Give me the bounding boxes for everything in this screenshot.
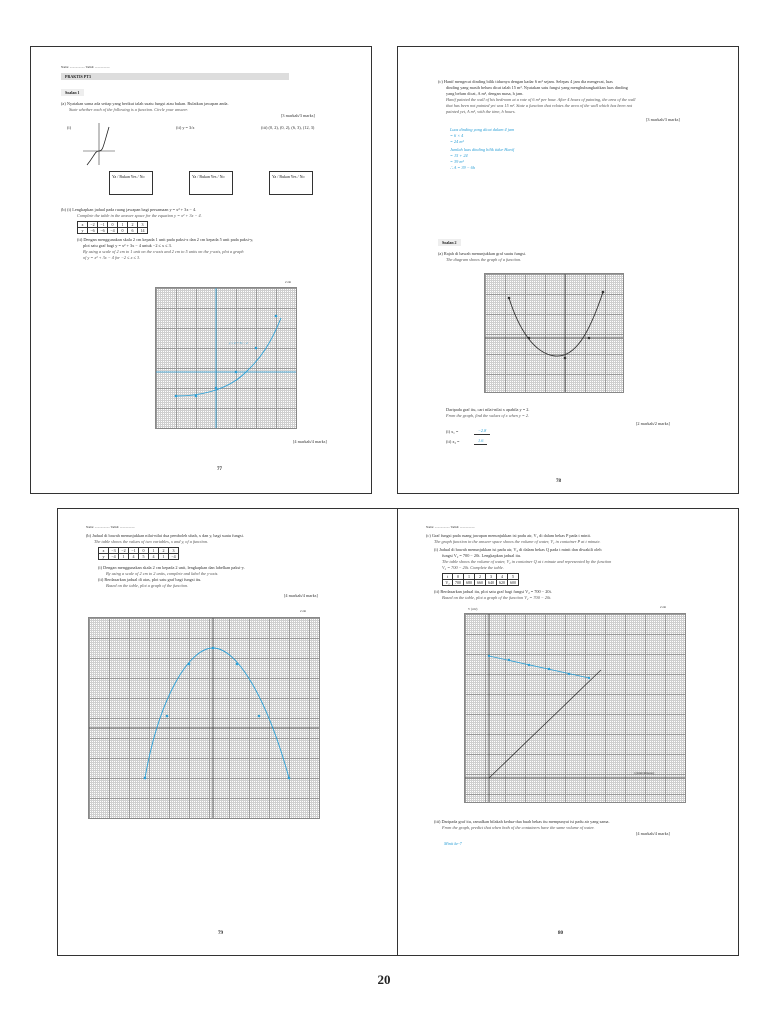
answer-line-3: = 24 m² [450,139,464,144]
page-77 [30,46,372,494]
answer-box-ii[interactable]: Ya / Bukan Yes / No [189,171,233,195]
table-cell: 1 [118,222,128,228]
question-c-en2: that has been not painted yet was 15 m². State a function that relates the area of the wall which has been not [446,103,633,108]
table-cell: 6 [128,228,138,234]
table-cell: 0 [453,574,464,580]
table-cell: t [443,574,453,580]
table-cell: V₂ [443,580,453,586]
answer-line-5: = 15 + 24 [450,153,468,158]
item-i: (i) [67,125,72,130]
table-cell: −4 [109,554,119,560]
header-line: Nama: .................... Tarikh: .................... [426,525,475,529]
table-cell: −2 [88,222,98,228]
answer-i-label: (i) x₁ = [446,429,459,434]
table-77 [77,221,148,234]
question-b-en: Complete the table in the answer space for the equation y = x² + 3x − 4. [77,213,202,218]
table-cell: x [99,548,109,554]
scale-label: 2 cm [300,609,306,613]
graph-grid-78[interactable] [484,273,624,393]
question-c-en1: Hanif painted the wall of his bedroom at a rate of 6 m² per hour. After 4 hours of painting, the area of the wall [446,97,636,102]
question-b-ii-en: By using a scale of 2 cm to 1 unit on the x-axis and 2 cm to 5 units on the y-axis, plot a graph [83,249,244,254]
table-cell: 1 [119,554,129,560]
answer-box-i[interactable]: Ya / Bukan Yes / No [109,171,153,195]
answer-ii-value[interactable]: 1.6 [474,438,487,445]
question-c-i-en: The table shows the volume of water, V₂ in container Q at t minute and represented by the function [442,559,612,564]
question-2a-en: The diagram shows the graph of a function. [446,257,522,262]
question-ii-en: Based on the table, plot a graph of the function. [106,583,189,588]
table-cell: 2 [128,222,138,228]
table-cell: 4 [129,554,139,560]
marks-a: [3 markah/3 marks] [281,113,315,118]
page-78 [397,46,739,494]
marks-2a: [2 markah/2 marks] [636,421,670,426]
table-cell: 5 [139,554,149,560]
question-b: (b) Jadual di bawah menunjukkan nilai-nilai dua pemboleh ubah, x dan y, bagi suatu fungsi. [86,533,244,538]
marks-b: [4 markah/4 marks] [293,439,327,444]
table-cell: −6 [88,228,98,234]
question-b-ii-2: plot satu graf bagi y = x² + 3x − 4 untuk −2 ≤ x ≤ 3. [83,243,172,248]
table-cell: 0 [108,222,118,228]
y-axis-label: V (cm³) [468,607,478,611]
question-a: (a) Nyatakan sama ada setiap yang berikut ialah suatu fungsi atau bukan. Bulatkan jawapan anda. [61,101,229,106]
question-c-en3: painted yet, A m², with the time, h hours. [446,109,516,114]
sheet-number: 20 [377,972,391,987]
table-cell: −3 [109,548,119,554]
page-number: 78 [556,479,561,484]
question-i-en: By using a scale of 2 cm to 2 units, complete and label the y-axis. [106,571,219,576]
table-cell: 680 [464,580,475,586]
question-b-ii-en2: of y = x² + 3x − 4 for −2 ≤ x ≤ 3. [83,255,141,260]
answer-line-1: Luas dinding yang dicat dalam 4 jam [450,127,515,132]
table-cell: 600 [508,580,519,586]
page-80 [397,508,739,956]
answer-line-2: = 6 × 4 [450,133,464,138]
graph-78-plot [485,274,623,392]
answer-i-value[interactable]: −2.8 [474,428,490,435]
cubic-curve-diagram [81,121,117,167]
table-cell: 4 [497,574,508,580]
question-c-i-en2: V₂ = 700 − 20t. Complete the table. [442,565,504,570]
graph-grid-77[interactable] [155,287,297,429]
question-c-ii-en: Based on the table, plot a graph of the function V₂ = 700 − 20t. [442,595,552,600]
table-cell: 2 [159,548,169,554]
table-cell: −4 [169,554,179,560]
table-80 [442,573,519,586]
table-cell: 3 [486,574,497,580]
question-c-i-2: fungsi V₂ = 700 − 20t. Lengkapkan jadual itu. [442,553,522,558]
question-c-line1: (c) Hanif mengecat dinding bilik tidurnya dengan kadar 6 m² sejam. Selepas 4 jam dia mengecat, luas [438,79,613,84]
table-cell: −6 [98,228,108,234]
marks-c: [3 markah/3 marks] [646,117,680,122]
marks: [4 markah/4 marks] [636,831,670,836]
page-number: 80 [558,931,563,936]
page-number: 77 [217,467,222,472]
question-2-text: Daripada graf itu, cari nilai-nilai x apabila y = 2. [446,407,530,412]
table-cell: −1 [129,548,139,554]
section-label: Soalan 2 [438,239,461,246]
table-cell: 1 [159,554,169,560]
table-cell: 3 [138,222,148,228]
question-c-ii: (ii) Berdasarkan jadual itu, plot satu graf bagi fungsi V₂ = 700 − 20t. [434,589,552,594]
scale-label: 2 cm [285,280,291,284]
graph-79-plot [89,618,319,818]
table-cell: 0 [139,548,149,554]
table-cell: −4 [108,228,118,234]
banner: PRAKTIS PT3 [61,73,289,80]
answer[interactable]: Minit ke-7 [444,841,462,846]
answer-box-iii[interactable]: Ya / Bukan Yes / No [269,171,313,195]
table-cell: 1 [464,574,475,580]
question-c-iii: (iii) Daripada graf itu, ramalkan bilakah kedua-dua buah bekas itu mempunyai isi padu air yang sama. [434,819,610,824]
question-c-line2: dinding yang masih belum dicat ialah 15 m². Nyatakan satu fungsi yang menghubungkaitkan luas dinding [446,85,628,90]
answer-line-7: ∴ A = 39 − 6h [450,165,475,170]
table-cell: y [99,554,109,560]
question-c: (c) Graf fungsi pada ruang jawapan menunjukkan isi padu air, V₁ di dalam bekas P pada t minit. [426,533,591,538]
table-cell: 5 [508,574,519,580]
question-c-line3: yang belum dicat, A m², dengan masa, h jam. [446,91,524,96]
table-cell: 700 [453,580,464,586]
table-cell: x [78,222,88,228]
table-cell: 14 [138,228,148,234]
graph-grid-79[interactable] [88,617,320,819]
question-c-en: The graph function in the answer space shows the volume of water, V₁ in container P at t minute. [434,539,601,544]
question-2-text-en: From the graph, find the values of x when y = 2. [446,413,530,418]
header-line: Nama: .................... Tarikh: .................... [61,65,110,69]
question-ii: (ii) Berdasarkan jadual di atas, plot satu graf bagi fungsi itu. [98,577,202,582]
table-cell: 0 [118,228,128,234]
question-b-en: The table shows the values of two variables, x and y, of a function. [94,539,209,544]
graph-77-plot [156,288,296,428]
question-a-en: State whether each of the following is a function. Circle your answer. [69,107,188,112]
table-cell: 660 [475,580,486,586]
question-i: (i) Dengan menggunakan skala 2 cm kepada 2 unit, lengkapkan dan labelkan paksi-y. [98,565,245,570]
question-c-i: (i) Jadual di bawah menunjukkan isi padu air, V₂ di dalam bekas Q pada t minit dan diwakili oleh [434,547,602,552]
table-cell: 2 [475,574,486,580]
table-cell: −1 [98,222,108,228]
page-79 [57,508,399,956]
page-number: 79 [218,931,223,936]
table-cell: 3 [169,548,179,554]
question-b: (b) (i) Lengkapkan jadual pada ruang jawapan bagi persamaan y = x² + 3x − 4. [61,207,197,212]
table-cell: 4 [149,554,159,560]
question-b-ii: (ii) Dengan menggunakan skala 2 cm kepada 1 unit pada paksi-x dan 2 cm kepada 5 unit pada paksi-y, [77,237,254,242]
x-axis-label: t (minit/minutes) [634,771,655,775]
table-cell: 640 [486,580,497,586]
question-2a: (a) Rajah di bawah menunjukkan graf suatu fungsi. [438,251,527,256]
item-ii: (ii) y = 3/x [176,125,195,130]
header-line: Nama: .................... Tarikh: .................... [86,525,135,529]
answer-line-4: Jumlah luas dinding bilik tidur Hanif [450,147,515,152]
table-79 [98,547,179,560]
answer-ii-label: (ii) x₂ = [446,439,460,444]
table-cell: 1 [149,548,159,554]
question-c-iii-en: From the graph, predict that when both of the containers have the same volume of water. [442,825,595,830]
curve-label: y = x² + 3x − 4 [229,341,248,345]
section-label: Soalan 1 [61,89,84,96]
table-cell: y [78,228,88,234]
marks: [4 markah/4 marks] [284,593,318,598]
table-cell: −2 [119,548,129,554]
answer-line-6: = 39 m² [450,159,464,164]
item-iii: (iii) (0, 2), (0, 2), (6, 3), (12, 3) [261,125,315,130]
table-cell: 620 [497,580,508,586]
scale-label: 2 cm [660,605,666,609]
